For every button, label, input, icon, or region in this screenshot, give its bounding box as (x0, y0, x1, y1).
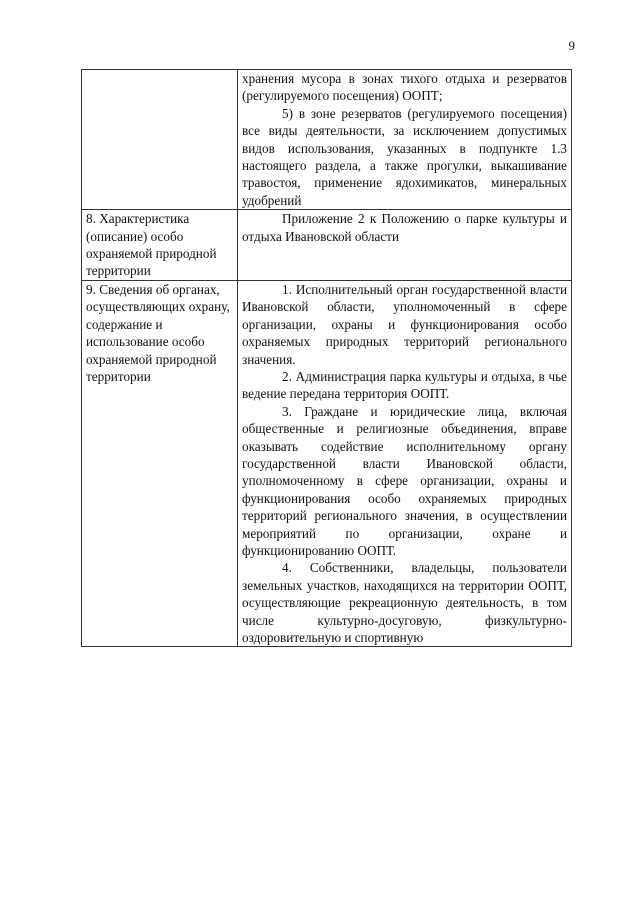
content-paragraph: 1. Исполнительный орган государственной власти Ивановской области, уполномоченный в сфере организации, охраны и функционирования особо охраняемых природных территорий регионального значения. (242, 281, 567, 367)
table-row-authorities (82, 280, 572, 647)
row-label: 9. Сведения об органах, осуществляющих охрану, содержание и использование особо охраняемой природной территории (82, 280, 238, 647)
row-content (238, 70, 572, 210)
content-paragraph: 4. Собственники, владельцы, пользователи земельных участков, находящихся на территории ООПТ, осуществляющие рекреационную деятельность, в том числе культурно-досуговую, физкультурно-оздоровительную и спортивную (242, 560, 567, 645)
content-paragraph: хранения мусора в зонах тихого отдыха и резерватов (регулируемого посещения) ООПТ; (242, 71, 567, 104)
row-content (238, 210, 572, 281)
content-paragraph: 3. Граждане и юридические лица, включая общественные и религиозные объединения, вправе оказывать содействие исполнительному органу государственной власти Ивановской области, уполномоченному в сфере организации, охраны и функционирования особо охраняемых природных территорий регионального значения, в осуществлении мероприятий по организации, охране и функционированию ООПТ. (242, 403, 567, 558)
table-row-continuation (82, 70, 572, 210)
content-paragraph: 5) в зоне резерватов (регулируемого посещения) все виды деятельности, за исключением допустимых видов использования, указанных в подпункте 1.3 настоящего раздела, а также прогулки, выкашивание травостоя, применение ядохимикатов, минеральных удобрений (242, 105, 567, 208)
content-paragraph: Приложение 2 к Положению о парке культуры и отдыха Ивановской области (242, 211, 567, 244)
row-label-empty (82, 70, 238, 210)
row-label: 8. Характеристика (описание) особо охраняемой природной территории (82, 210, 238, 281)
page-number: 9 (568, 38, 575, 53)
row-content (238, 280, 572, 647)
document-table (81, 69, 572, 647)
content-paragraph: 2. Администрация парка культуры и отдыха, в чье ведение передана территория ООПТ. (242, 368, 567, 402)
table-row-characteristic (82, 210, 572, 281)
